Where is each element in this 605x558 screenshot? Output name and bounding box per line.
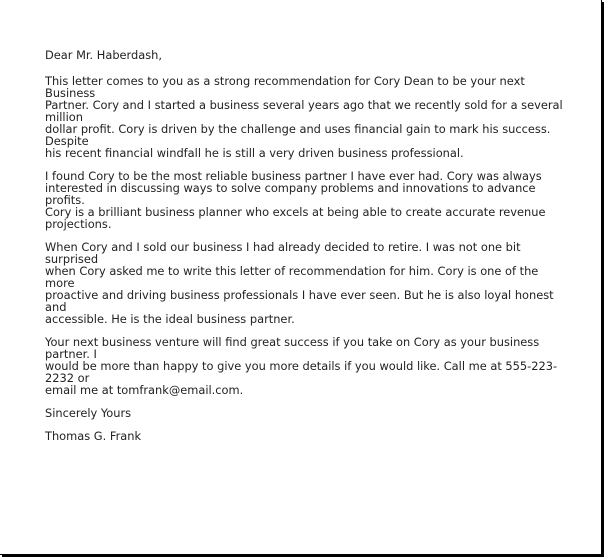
paragraph-2 bbox=[45, 170, 563, 230]
paragraph-line: projections. bbox=[45, 217, 112, 231]
paragraph-line: Your next business venture will find great success if you take on Cory as your business partner. I bbox=[45, 335, 540, 361]
paragraph-line: When Cory and I sold our business I had already decided to retire. I was not one bit surprised bbox=[45, 240, 521, 266]
paragraph-3 bbox=[45, 241, 563, 325]
paragraph-line: when Cory asked me to write this letter of recommendation for him. Cory is one of the more bbox=[45, 264, 539, 290]
paragraph-line: email me at tomfrank@email.com. bbox=[45, 383, 244, 397]
salutation: Dear Mr. Haberdash, bbox=[45, 48, 163, 62]
paragraph-line: would be more than happy to give you more details if you would like. Call me at 555-223-2232 or bbox=[45, 359, 558, 385]
letter-body bbox=[45, 49, 563, 453]
paragraph-line: Partner. Cory and I started a business several years ago that we recently sold for a several million bbox=[45, 98, 563, 124]
paragraph-line: dollar profit. Cory is driven by the challenge and uses financial gain to mark his success. Despite bbox=[45, 122, 551, 148]
paragraph-1 bbox=[45, 75, 563, 159]
closing: Sincerely Yours bbox=[45, 406, 132, 420]
paragraph-4 bbox=[45, 336, 563, 396]
paragraph-line: I found Cory to be the most reliable business partner I have ever had. Cory was always bbox=[45, 169, 542, 183]
paragraph-line: Cory is a brilliant business planner who excels at being able to create accurate revenue bbox=[45, 205, 546, 219]
paragraph-line: proactive and driving business professionals I have ever seen. But he is also loyal honest and bbox=[45, 288, 554, 314]
paragraph-line: This letter comes to you as a strong recommendation for Cory Dean to be your next Business bbox=[45, 74, 525, 100]
paragraph-line: accessible. He is the ideal business partner. bbox=[45, 312, 295, 326]
signature: Thomas G. Frank bbox=[45, 429, 142, 443]
paragraph-line: his recent financial windfall he is still a very driven business professional. bbox=[45, 146, 464, 160]
paragraph-line: interested in discussing ways to solve company problems and innovations to advance profits. bbox=[45, 181, 536, 207]
